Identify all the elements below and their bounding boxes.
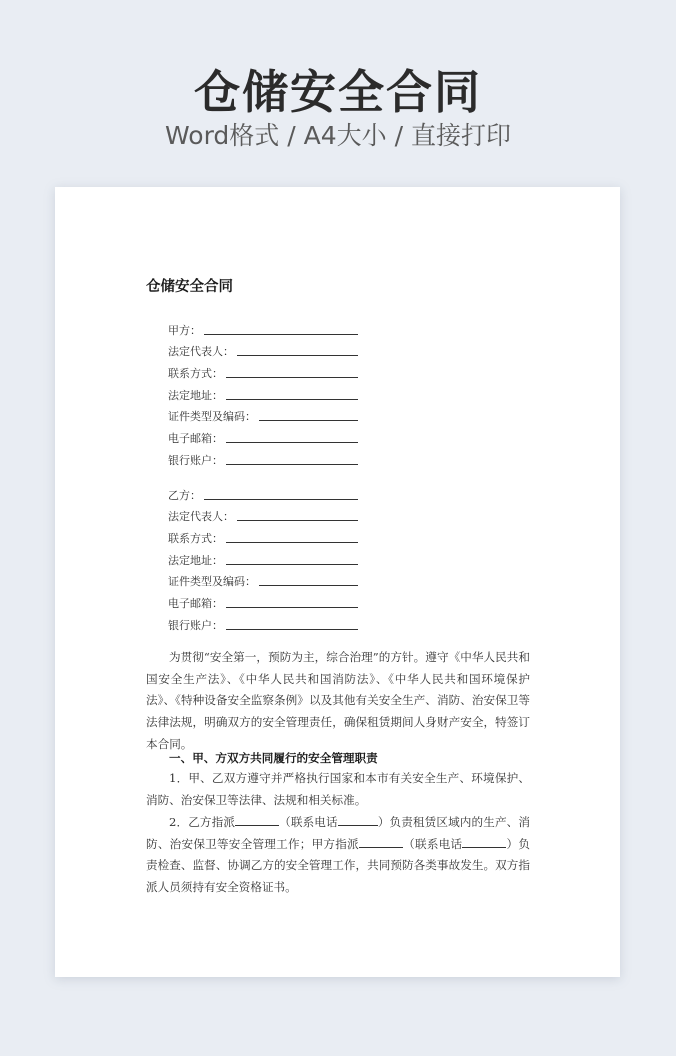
party-b-representative-field bbox=[168, 504, 358, 526]
fill-in-line[interactable] bbox=[237, 354, 358, 356]
party-a-block bbox=[168, 317, 358, 469]
party-a-representative-field bbox=[168, 339, 358, 361]
field-label: 乙方： bbox=[168, 488, 201, 502]
fill-in-line[interactable] bbox=[226, 398, 358, 400]
field-label: 法定代表人： bbox=[168, 510, 234, 524]
fill-in-line[interactable] bbox=[226, 563, 358, 565]
clause-2-text bbox=[146, 812, 530, 899]
party-a-id-field bbox=[168, 404, 358, 426]
clause-1-block bbox=[146, 768, 530, 811]
party-a-contact-field bbox=[168, 360, 358, 382]
clause-2-part-5: ）负责检查、监督、协调乙方的安全管理工作，共同预防各类事故发生。双方指派人员须持有安全资格证书。 bbox=[146, 836, 530, 895]
fill-in-line[interactable] bbox=[259, 419, 358, 421]
document-title: 仓储安全合同 bbox=[146, 278, 233, 295]
party-b-address-field bbox=[168, 547, 358, 569]
intro-paragraph: 为贯彻“安全第一，预防为主，综合治理”的方针。遵守《中华人民共和国安全生产法》、《中华人民共和国消防法》、《中华人民共和国环境保护法》、《特种设备安全监察条例》以及其他有关安全生产、消防、治安保卫等法律法规，明确双方的安全管理责任，确保租赁期间人身财产安全，特签订本合同。 bbox=[146, 650, 530, 751]
clause-2-block bbox=[146, 812, 530, 899]
field-label: 联系方式： bbox=[168, 367, 223, 381]
banner-subtitle: Word格式 / A4大小 / 直接打印 bbox=[165, 121, 511, 150]
document-page bbox=[55, 187, 620, 977]
party-a-bank-field bbox=[168, 447, 358, 469]
party-b-email-field bbox=[168, 590, 358, 612]
blank-party-a-phone[interactable] bbox=[462, 836, 506, 848]
fill-in-line[interactable] bbox=[237, 519, 358, 521]
intro-paragraph-block bbox=[146, 647, 530, 756]
party-a-name-field bbox=[168, 317, 358, 339]
fill-in-line[interactable] bbox=[226, 441, 358, 443]
field-label: 甲方： bbox=[168, 323, 201, 337]
field-label: 法定地址： bbox=[168, 553, 223, 567]
clause-2-part-2: （联系电话 bbox=[279, 815, 338, 829]
banner-title: 仓储安全合同 bbox=[194, 65, 482, 119]
section-heading: 一、甲、方双方共同履行的安全管理职责 bbox=[169, 751, 378, 765]
clause-2-part-4: （联系电话 bbox=[402, 836, 463, 851]
clause-2-part-1: 2．乙方指派 bbox=[169, 815, 236, 829]
party-b-name-field bbox=[168, 482, 358, 504]
field-label: 证件类型及编码： bbox=[168, 410, 256, 424]
blank-party-b-appointee[interactable] bbox=[235, 814, 279, 826]
party-a-address-field bbox=[168, 382, 358, 404]
clause-1-text: 1．甲、乙双方遵守并严格执行国家和本市有关安全生产、环境保护、消防、治安保卫等法律、法规和相关标准。 bbox=[146, 771, 530, 807]
party-b-block bbox=[168, 482, 358, 634]
field-label: 联系方式： bbox=[168, 532, 223, 546]
fill-in-line[interactable] bbox=[226, 376, 358, 378]
field-label: 银行账户： bbox=[168, 618, 223, 632]
clause-2-part-3: ）负责租赁区域内的生产、消防、治安保卫等安全管理工作；甲方指派 bbox=[146, 815, 530, 851]
field-label: 证件类型及编码： bbox=[168, 575, 256, 589]
party-b-contact-field bbox=[168, 525, 358, 547]
field-label: 电子邮箱： bbox=[168, 432, 223, 446]
party-a-email-field bbox=[168, 425, 358, 447]
fill-in-line[interactable] bbox=[204, 498, 358, 500]
field-label: 法定代表人： bbox=[168, 345, 234, 359]
fill-in-line[interactable] bbox=[226, 463, 358, 465]
field-label: 电子邮箱： bbox=[168, 597, 223, 611]
party-b-bank-field bbox=[168, 612, 358, 634]
fill-in-line[interactable] bbox=[226, 628, 358, 630]
fill-in-line[interactable] bbox=[226, 541, 358, 543]
field-label: 银行账户： bbox=[168, 453, 223, 467]
fill-in-line[interactable] bbox=[259, 584, 358, 586]
blank-party-b-phone[interactable] bbox=[338, 814, 378, 826]
fill-in-line[interactable] bbox=[226, 606, 358, 608]
field-label: 法定地址： bbox=[168, 388, 223, 402]
party-b-id-field bbox=[168, 569, 358, 591]
blank-party-a-appointee[interactable] bbox=[359, 836, 403, 848]
fill-in-line[interactable] bbox=[204, 333, 358, 335]
